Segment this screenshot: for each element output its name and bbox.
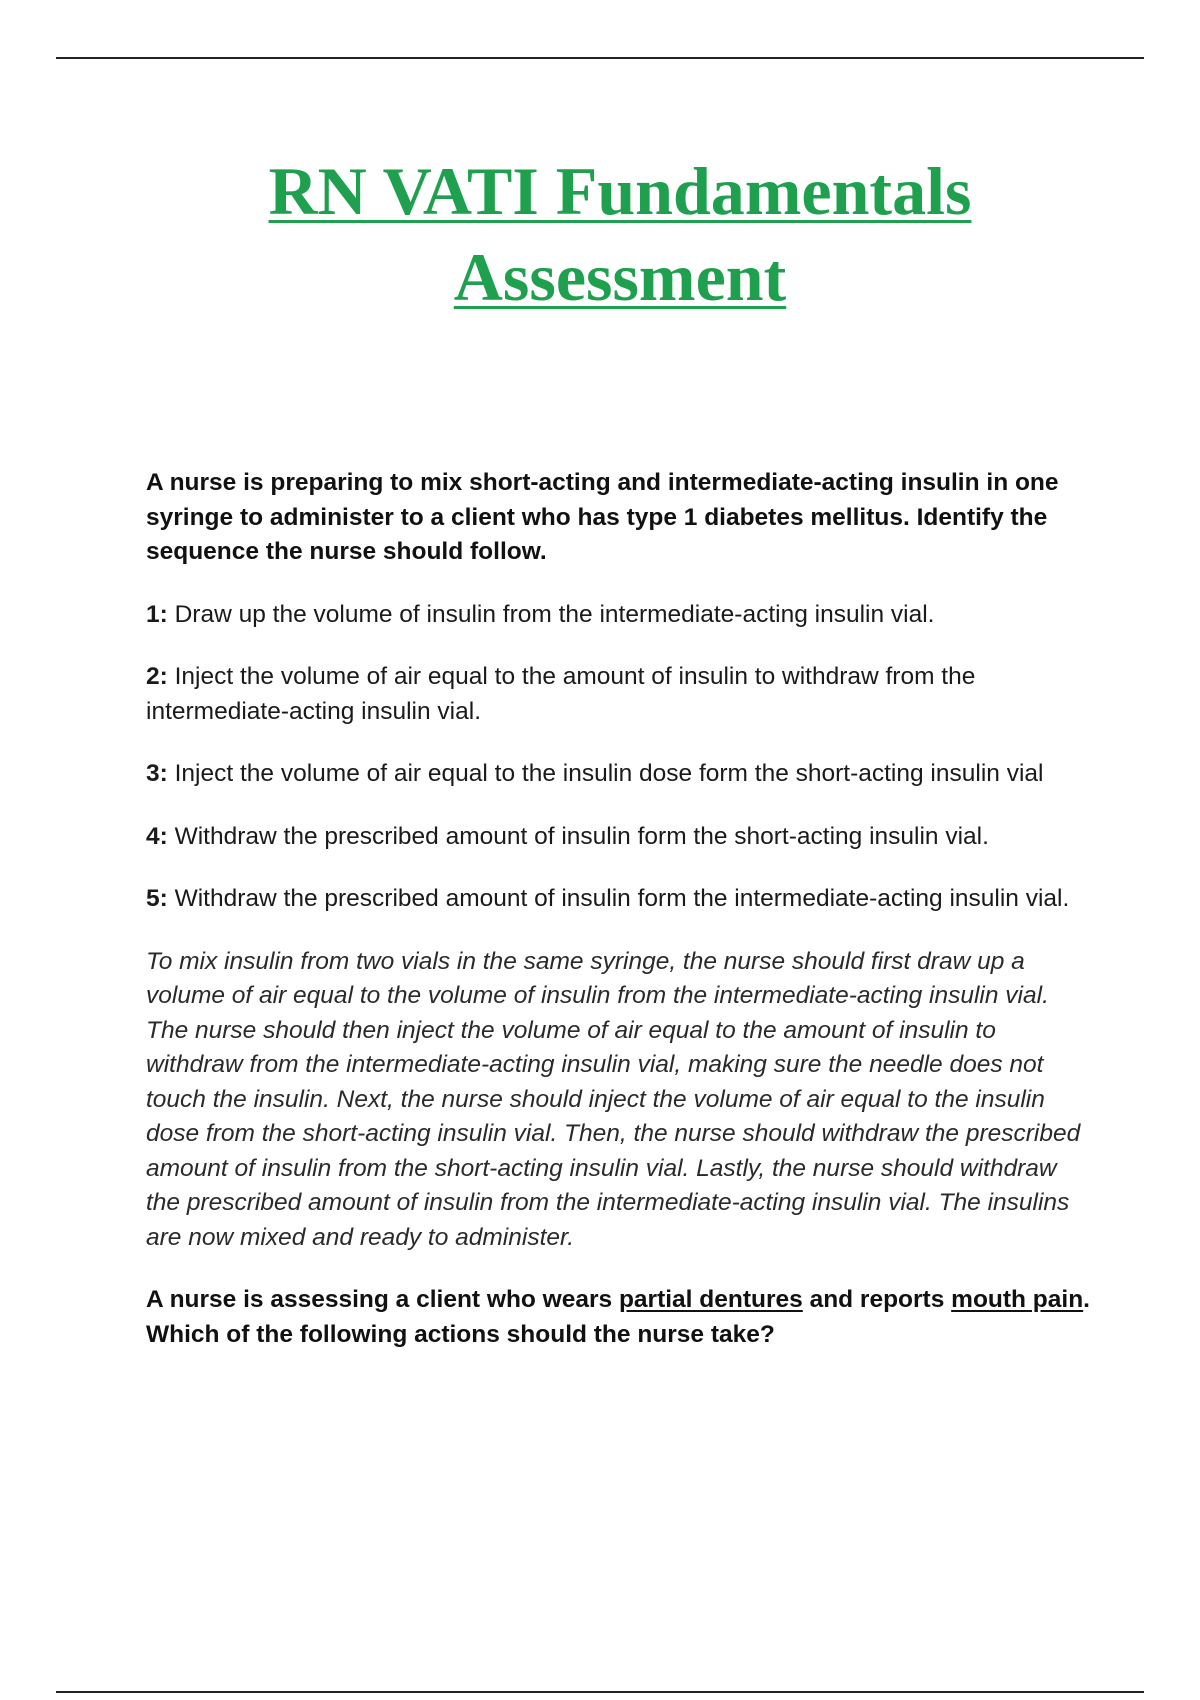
question-1-text: A nurse is preparing to mix short-acting and intermediate-acting insulin in one syringe to administer to a client who has type 1 diabetes mellitus. Identify the sequence the nurse should follow. [146,469,1059,565]
step-text: Draw up the volume of insulin from the intermediate-acting insulin vial. [167,600,935,628]
document-body [146,466,1096,1380]
step-text: Inject the volume of air equal to the amount of insulin to withdraw from the intermediate-acting insulin vial. [146,663,976,725]
step-number: 5: [146,885,168,912]
question-2-part: A nurse is assessing a client who wears [146,1286,619,1313]
step-number: 2: [146,663,168,690]
question-2-part: and reports [802,1286,952,1313]
step-text: Withdraw the prescribed amount of insulin form the intermediate-acting insulin vial. [167,885,1070,912]
title-line-2: Assessment [453,239,787,315]
question-2-part: . Which of the following actions should the nurse take? [146,1286,1090,1348]
footer-rule [56,1691,1144,1693]
step-number: 4: [146,822,168,850]
step-number: 3: [146,760,168,787]
step-2 [146,660,1096,729]
underlined-phrase-mouth-pain: mouth pain [951,1286,1084,1313]
step-text: Inject the volume of air equal to the insulin dose form the short-acting insulin vial [167,760,1044,787]
document-title [0,148,1200,320]
rationale-text: To mix insulin from two vials in the same syringe, the nurse should first draw up a volume of air equal to the volume of insulin from the intermediate-acting insulin vial. The nurse should then inject the volume of air equal to the amount of insulin to withdraw from the intermediate-acting insulin vial, making sure the needle does not touch the insulin. Next, the nurse should inject the volume of air equal to the insulin dose from the short-acting insulin vial. Then, the nurse should withdraw the prescribed amount of insulin from the short-acting insulin vial. Lastly, the nurse should withdraw the prescribed amount of insulin from the intermediate-acting insulin vial. The insulins are now mixed and ready to administer. [146,947,1081,1251]
step-1 [146,598,1096,633]
question-2-text [146,1283,1096,1352]
header-rule [56,57,1144,59]
step-5 [146,882,1096,917]
title-line-1: RN VATI Fundamentals [268,153,972,229]
step-4 [146,820,1096,855]
step-text: Withdraw the prescribed amount of insulin form the short-acting insulin vial. [167,822,989,850]
underlined-phrase-partial-dentures: partial dentures [618,1286,803,1313]
step-3 [146,757,1096,792]
step-number: 1: [146,600,168,628]
